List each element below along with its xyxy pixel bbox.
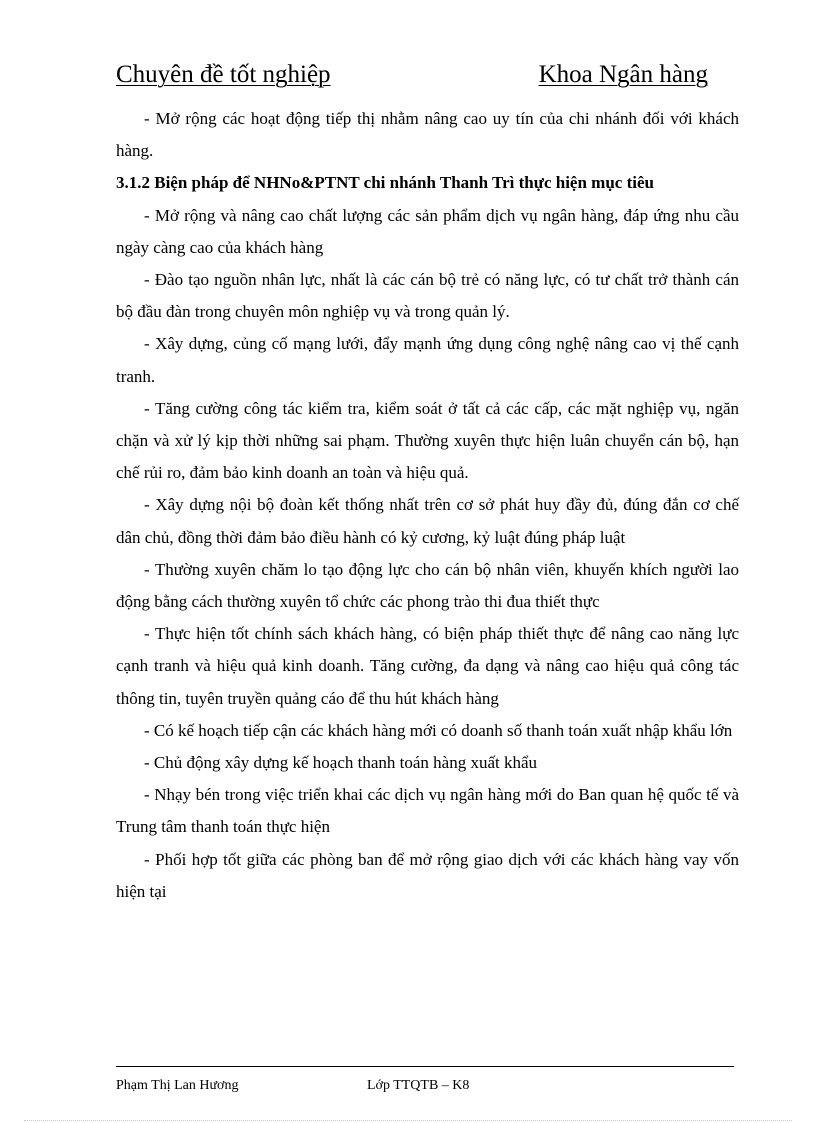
paragraph-network: - Xây dựng, củng cố mạng lưới, đẩy mạnh ứng dụng công nghệ nâng cao vị thế cạnh tranh. [116,334,739,386]
header-thesis-title: Chuyên đề tốt nghiệp [116,61,331,88]
paragraph-inspection: - Tăng cường công tác kiểm tra, kiểm soát ở tất cả các cấp, các mặt nghiệp vụ, ngăn chặn và xử lý kịp thời những sai phạm. Thường xuyên thực hiện luân chuyển cán bộ, hạn chế rủi ro, đảm bảo kinh doanh an toàn và hiệu quả. [116,398,739,483]
footer-class: Lớp TTQTB – K8 [367,1078,470,1093]
paragraph-products: - Mở rộng và nâng cao chất lượng các sản phẩm dịch vụ ngân hàng, đáp ứng nhu cầu ngày càng cao của khách hàng [116,205,739,257]
paragraph-solidarity: - Xây dựng nội bộ đoàn kết thống nhất trên cơ sở phát huy đầy đủ, đúng đắn cơ chế dân chủ, đồng thời đảm bảo điều hành có kỷ cương, kỷ luật đúng pháp luật [116,495,739,547]
page-bottom-edge [24,1120,792,1121]
footer-author: Phạm Thị Lan Hương [116,1078,239,1093]
header-faculty: Khoa Ngân hàng [538,61,708,88]
section-heading: 3.1.2 Biện pháp để NHNo&PTNT chi nhánh Thanh Trì thực hiện mục tiêu [116,173,654,193]
document-body [116,103,739,908]
page-header [116,58,708,94]
paragraph-customer-policy: - Thực hiện tốt chính sách khách hàng, có biện pháp thiết thực để nâng cao năng lực cạnh tranh và hiệu quả kinh doanh. Tăng cường, đa dạng và nâng cao hiệu quả công tác thông tin, tuyên truyền quảng cáo để thu hút khách hàng [116,624,739,708]
footer-divider [116,1066,734,1067]
paragraph-export-payment: - Chủ động xây dựng kế hoạch thanh toán hàng xuất khẩu [144,753,538,773]
paragraph-new-services: - Nhạy bén trong việc triển khai các dịch vụ ngân hàng mới do Ban quan hệ quốc tế và Trung tâm thanh toán thực hiện [116,785,739,837]
paragraph-training: - Đào tạo nguồn nhân lực, nhất là các cán bộ trẻ có năng lực, có tư chất trở thành cán bộ đầu đàn trong chuyên môn nghiệp vụ và trong quản lý. [116,270,739,322]
paragraph-new-customers: - Có kế hoạch tiếp cận các khách hàng mới có doanh số thanh toán xuất nhập khẩu lớn [144,720,733,740]
paragraph-coordination: - Phối hợp tốt giữa các phòng ban để mở rộng giao dịch với các khách hàng vay vốn hiện tại [116,849,739,901]
paragraph-motivation: - Thường xuyên chăm lo tạo động lực cho cán bộ nhân viên, khuyến khích người lao động bằng cách thường xuyên tổ chức các phong trào thi đua thiết thực [116,559,739,612]
paragraph-marketing: - Mở rộng các hoạt động tiếp thị nhằm nâng cao uy tín của chi nhánh đối với khách hàng. [116,109,739,161]
